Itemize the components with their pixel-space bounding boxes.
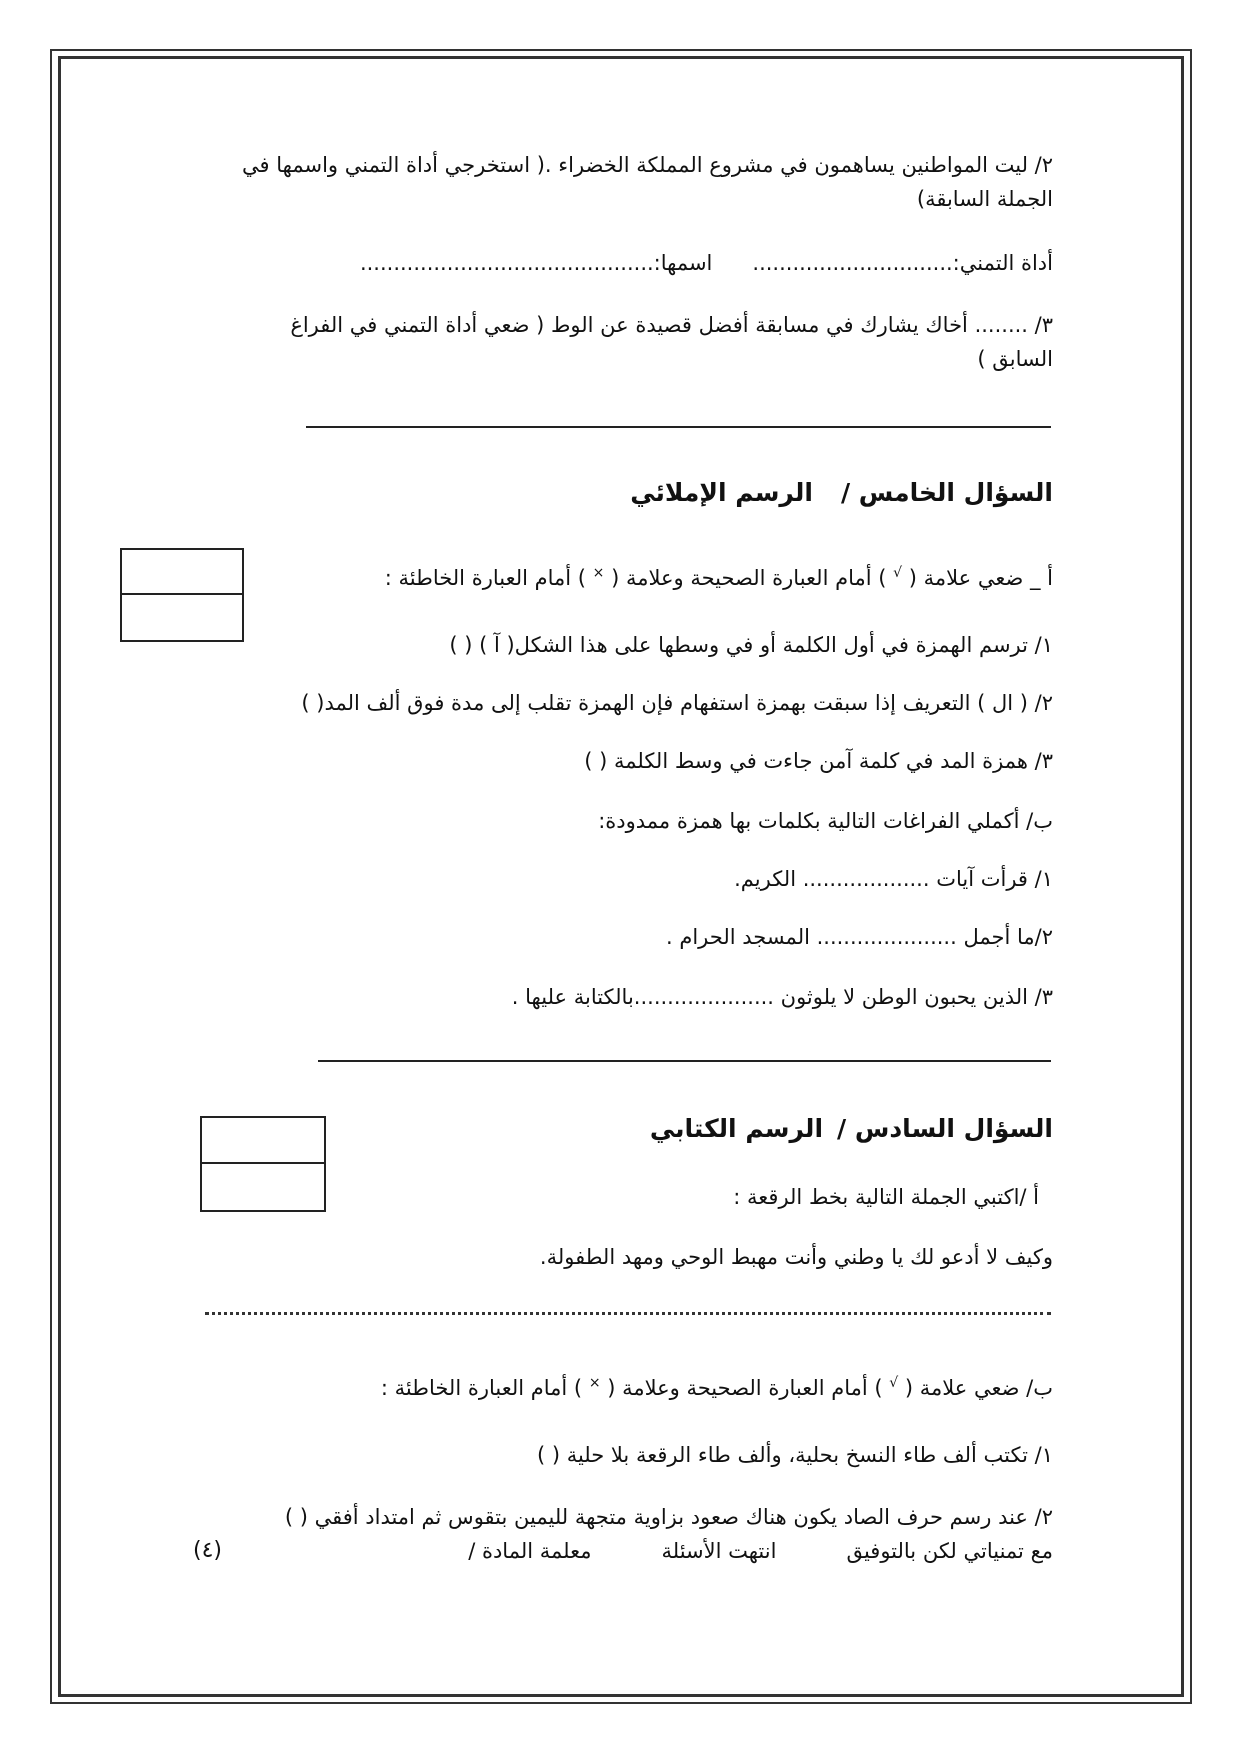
section-divider — [306, 426, 1051, 428]
q5-item-3: ٣/ همزة المد في كلمة آمن جاءت في وسط الكلمة ( ) — [584, 749, 1053, 773]
q5-fill-item-2: ٢/ما أجمل ..................... المسجد الحرام . — [666, 925, 1053, 949]
q4-name-blank: ............................................ — [359, 251, 654, 275]
q5-fill-item-1: ١/ قرأت آيات ................... الكريم. — [734, 867, 1053, 891]
q5-part-a-text-3: ) أمام العبارة الخاطئة : — [384, 566, 586, 590]
q6-title — [650, 1112, 1053, 1146]
q4-item-2: ٢/ ليت المواطنين يساهمون في مشروع المملكة الخضراء .( استخرجي أداة التمني واسمها في الجملة السابقة) — [242, 153, 1053, 211]
q6-subtitle: الرسم الكتابي — [649, 1114, 824, 1143]
q4-tool-label: أداة التمني: — [952, 251, 1053, 275]
footer-line — [468, 1534, 1053, 1568]
q5-fill-item-3: ٣/ الذين يحبون الوطن لا يلوثون .....................بالكتابة عليها . — [511, 985, 1053, 1009]
q5-part-b: ب/ أكملي الفراغات التالية بكلمات بها همزة ممدودة: — [598, 809, 1053, 833]
q6-writing-line — [205, 1312, 1051, 1315]
q5-item-1: ١/ ترسم الهمزة في أول الكلمة أو في وسطها على هذا الشكل( آ ) ( ) — [449, 633, 1053, 657]
q4-tool-blank: .............................. — [752, 251, 953, 275]
section-divider — [318, 1060, 1051, 1062]
cross-mark-icon: × — [588, 1375, 601, 1391]
q5-part-a-text-2: ) أمام العبارة الصحيحة وعلامة ( — [611, 566, 887, 590]
q6-title-label: السؤال السادس / — [837, 1114, 1053, 1143]
q4-item-3: ٣/ ........ أخاك يشارك في مسابقة أفضل قصيدة عن الوط ( ضعي أداة التمني في الفراغ السابق ) — [290, 313, 1053, 371]
q6-item-2: ٢/ عند رسم حرف الصاد يكون هناك صعود بزاوية متجهة لليمين بتقوس ثم امتداد أفقي ( ) — [284, 1505, 1053, 1529]
score-box-q6 — [200, 1116, 326, 1212]
q6-part-b-text-1: ب/ ضعي علامة ( — [904, 1376, 1053, 1400]
q5-item-2: ٢/ ( ال ) التعريف إذا سبقت بهمزة استفهام فإن الهمزة تقلب إلى مدة فوق ألف المد( ) — [301, 691, 1053, 715]
q5-part-a — [385, 556, 1053, 595]
q4-name-label: اسمها: — [653, 251, 713, 275]
check-mark-icon: √ — [889, 1375, 899, 1391]
q5-title — [630, 476, 1053, 510]
page-number: (٤) — [193, 1538, 223, 1563]
check-mark-icon: √ — [893, 565, 903, 581]
q5-part-a-text-1: أ _ ضعي علامة ( — [908, 566, 1053, 590]
score-box-q5-top — [122, 550, 242, 595]
footer-wishes: مع تمنياتي لكن بالتوفيق — [846, 1539, 1053, 1563]
q6-sentence: وكيف لا أدعو لك يا وطني وأنت مهبط الوحي ومهد الطفولة. — [539, 1245, 1053, 1269]
q6-part-a: أ /اكتبي الجملة التالية بخط الرقعة : — [733, 1185, 1039, 1209]
q6-item-1: ١/ تكتب ألف طاء النسخ بحلية، وألف طاء الرقعة بلا حلية ( ) — [536, 1443, 1053, 1467]
q6-part-b — [381, 1366, 1053, 1405]
score-box-q5 — [120, 548, 244, 642]
score-box-q6-top — [202, 1118, 324, 1164]
cross-mark-icon: × — [592, 565, 605, 581]
q5-subtitle: الرسم الإملائي — [630, 478, 813, 507]
q4-item-2-answer — [360, 246, 1053, 280]
q5-title-label: السؤال الخامس / — [840, 478, 1053, 507]
q6-part-b-text-3: ) أمام العبارة الخاطئة : — [380, 1376, 583, 1400]
footer-end: انتهت الأسئلة — [661, 1539, 777, 1563]
footer-teacher: معلمة المادة / — [468, 1539, 592, 1563]
score-box-q6-bottom — [202, 1164, 324, 1210]
score-box-q5-bottom — [122, 595, 242, 640]
q6-part-b-text-2: ) أمام العبارة الصحيحة وعلامة ( — [607, 1376, 883, 1400]
